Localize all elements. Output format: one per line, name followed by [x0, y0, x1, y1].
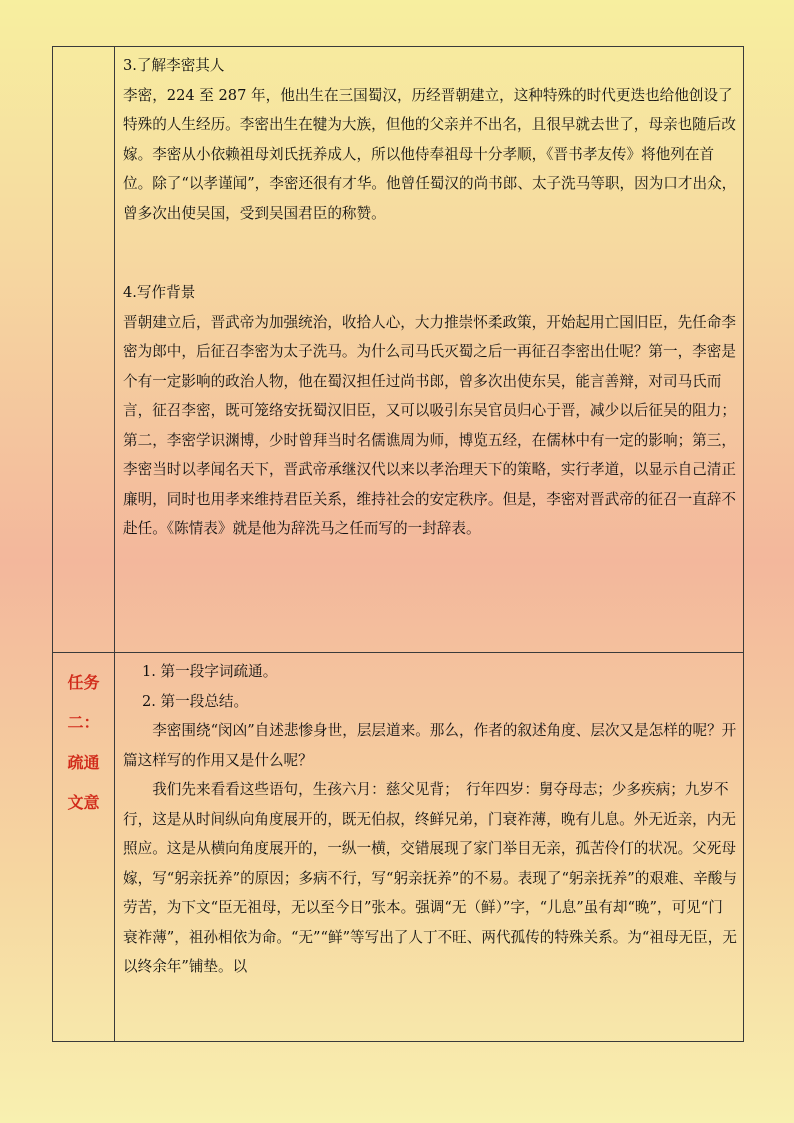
lesson-table	[52, 46, 744, 1042]
task-label-line-4: 文意	[67, 793, 100, 812]
content-cell-background	[115, 47, 744, 653]
task-label-line-3: 疏通	[67, 753, 100, 772]
task-item-2: 2. 第一段总结。	[141, 692, 249, 710]
task-label-line-2: 二：	[67, 713, 100, 732]
section-heading-4: 4.写作背景	[123, 284, 196, 301]
task-label-line-1: 任务	[67, 673, 100, 692]
table-row	[53, 653, 744, 1042]
table-row	[53, 47, 744, 653]
paragraph-writing-background: 晋朝建立后，晋武帝为加强统治，收拾人心，大力推崇怀柔政策，开始起用亡国旧臣，先任命李密为郎中，后征召李密为太子洗马。为什么司马氏灭蜀之后一再征召李密出仕呢？第一，李密是个有一定影响的政治人物，他在蜀汉担任过尚书郎，曾多次出使东吴，能言善辩，对司马氏而言，征召李密，既可笼络安抚蜀汉旧臣，又可以吸引东吴官员归心于晋，减少以后征吴的阻力；第二，李密学识渊博，少时曾拜当时名儒谯周为师，博览五经，在儒林中有一定的影响；第三，李密当时以孝闻名天下，晋武帝承继汉代以来以孝治理天下的策略，实行孝道，以显示自己清正廉明，同时也用孝来维持君臣关系，维持社会的安定秩序。但是，李密对晋武帝的征召一直辞不赴任。《陈情表》就是他为辞洗马之任而写的一封辞表。	[123, 313, 736, 537]
content-cell-task2	[115, 653, 744, 1042]
task-label	[53, 653, 114, 823]
task-label-cell	[53, 653, 115, 1042]
paragraph-li-mi-bio: 李密，224 至 287 年，他出生在三国蜀汉，历经晋朝建立，这种特殊的时代更迭也给他创设了特殊的人生经历。李密出生在犍为大族，但他的父亲并不出名，且很早就去世了，母亲也随后改嫁。李密从小依赖祖母刘氏抚养成人，所以他侍奉祖母十分孝顺，《晋书孝友传》将他列在首位。除了“以孝谨闻”，李密还很有才华。他曾任蜀汉的尚书郎、太子洗马等职，因为口才出众，曾多次出使吴国，受到吴国君臣的称赞。	[123, 86, 737, 222]
spacer	[123, 228, 737, 278]
label-cell-empty	[53, 47, 115, 653]
task-item-1: 1. 第一段字词疏通。	[141, 663, 278, 680]
paragraph-narration-question: 李密围绕“闵凶”自述悲惨身世，层层道来。那么，作者的叙述角度、层次又是怎样的呢？开篇这样写的作用又是什么呢？	[123, 722, 737, 769]
section-heading-3: 3.了解李密其人	[123, 57, 225, 74]
paragraph-analysis: 我们先来看看这些语句，生孩六月：慈父见背； 行年四岁：舅夺母志；少多疾病；九岁不行，这是从时间纵向角度展开的，既无伯叔，终鲜兄弟，门衰祚薄，晚有儿息。外无近亲，内无照应。这是从横向角度展开的，一纵一横，交错展现了家门举目无亲，孤苦伶仃的状况。父死母嫁，写“躬亲抚养”的原因；多病不行，写“躬亲抚养”的不易。表现了“躬亲抚养”的艰难、辛酸与劳苦，为下文“臣无祖母，无以至今日”张本。强调“无（鲜）”字，“儿息”虽有却“晚”，可见“门衰祚薄”，祖孙相依为命。“无”“鲜”等写出了人丁不旺、两代孤传的特殊关系。为“祖母无臣，无以终余年”铺垫。以	[123, 781, 737, 975]
